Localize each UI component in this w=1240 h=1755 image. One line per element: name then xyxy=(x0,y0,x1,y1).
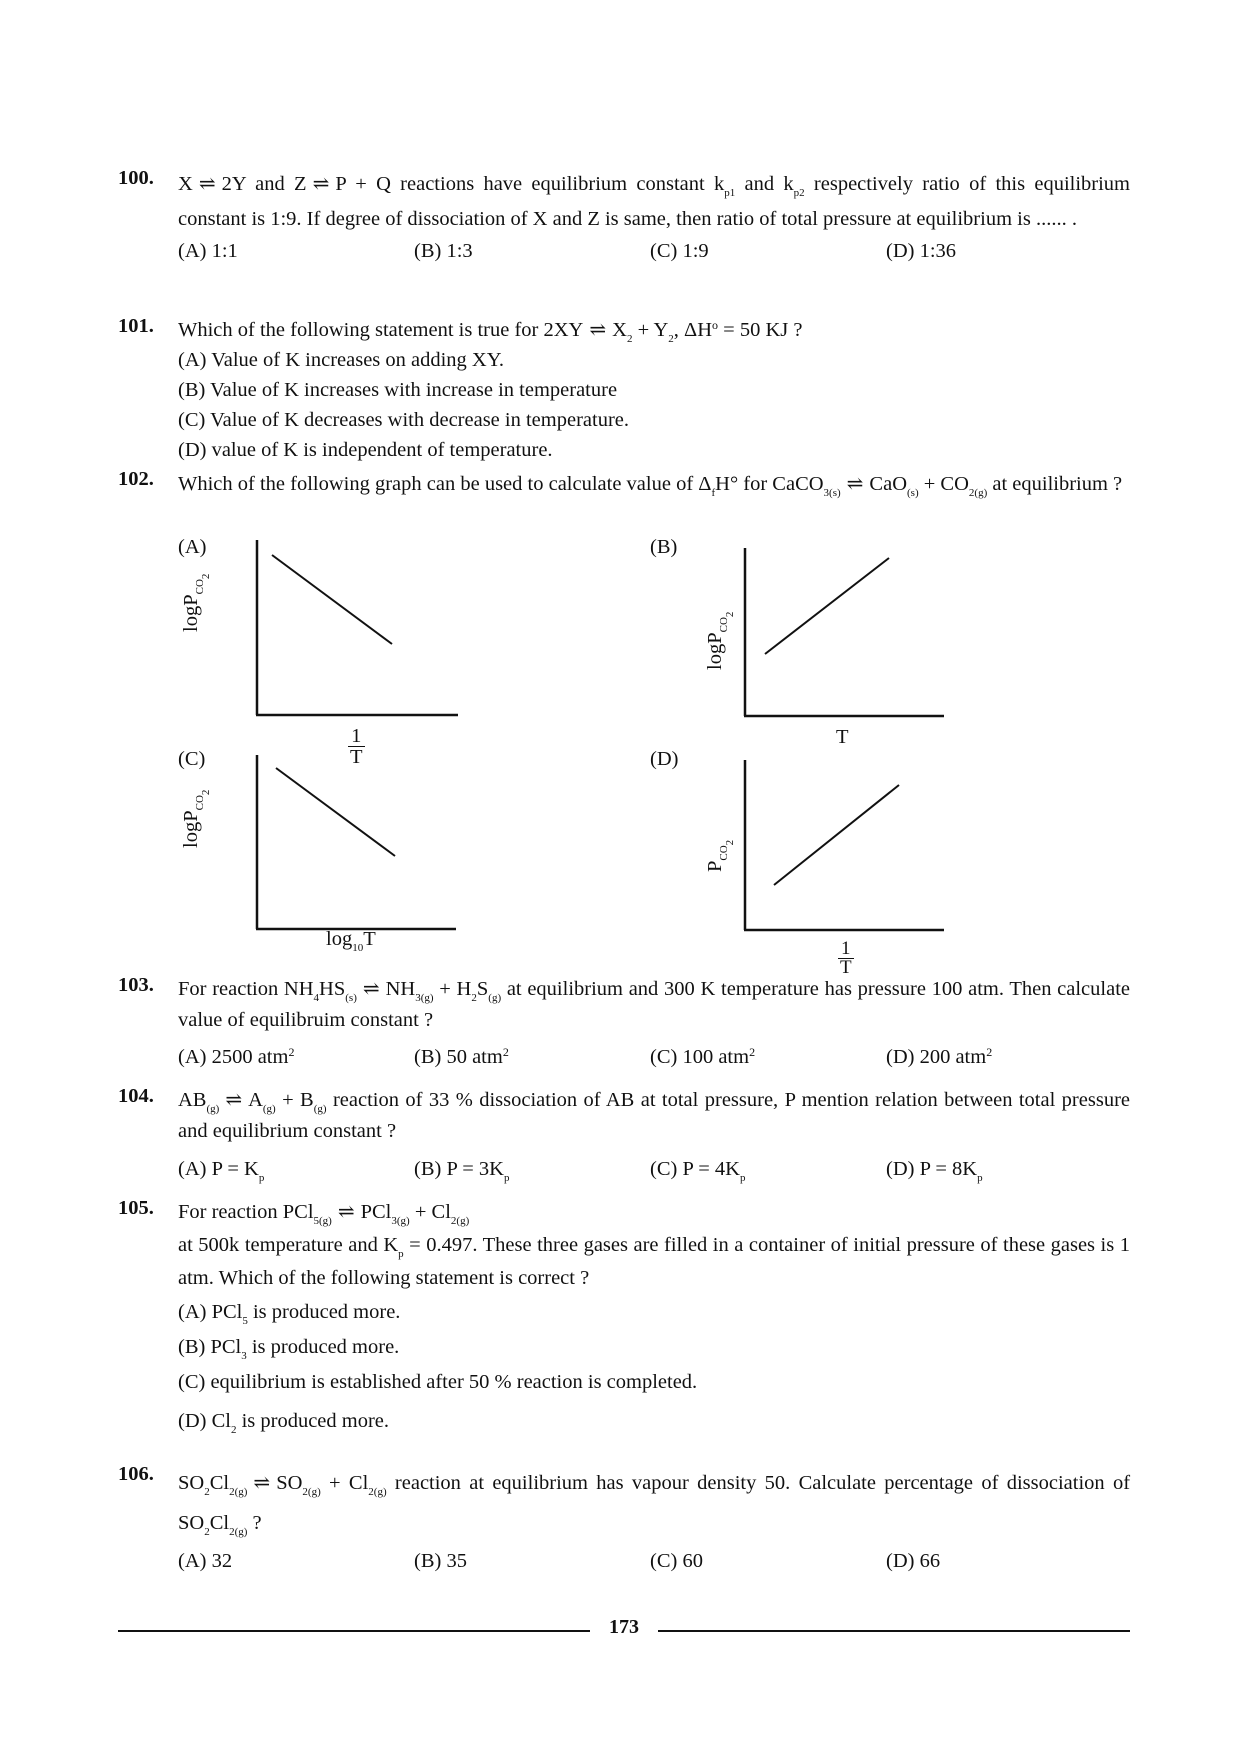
option-b[interactable]: (B) $P = 3K_p$ xyxy=(414,1158,510,1184)
options-row xyxy=(178,1041,1130,1073)
question-reaction: For reaction PCl$_{5(g)}$ ⇌ $PCl_{3(g)} + Cl_{2(g)}$ xyxy=(178,1201,470,1227)
equilibrium-arrow-icon: ⇌ xyxy=(337,1201,355,1223)
options-row xyxy=(178,1153,1130,1185)
question-text: X ⇌ 2Y and Z ⇌ P + Q reactions have equilibrium constant $k_{p1}$ and $k_{p2}$ respectively ratio of this equilibrium constant is 1:9. If degree of dissociation of X and Z is same, then ratio of total pressure at equilibrium is ...... . xyxy=(178,173,1130,230)
graph-b xyxy=(738,548,948,720)
trend-line xyxy=(276,768,395,856)
equilibrium-arrow-icon: ⇌ xyxy=(253,1472,271,1494)
graph-b-xlabel: T xyxy=(836,726,849,748)
graph-d-label: (D) xyxy=(650,748,679,770)
option-a[interactable]: (A) 32 xyxy=(178,1550,233,1572)
question-number: 102. xyxy=(118,468,154,490)
question-text: $AB_{(g)}$ ⇌ $A_{(g)} + B_{(g)}$ reaction of 33 % dissociation of AB at total pressure, P mention relation between total pressure and equilibrium constant ? xyxy=(178,1089,1130,1142)
options-row xyxy=(178,1545,1130,1577)
trend-line xyxy=(765,558,889,654)
question-number: 106. xyxy=(118,1463,154,1485)
option-a[interactable]: (A) PCl$_5$ is produced more. xyxy=(178,1301,401,1327)
question-text: at 500k temperature and $K_p = 0.497$. These three gases are filled in a container of initial pressure of these gases is 1 atm. Which of the following statement is correct ? xyxy=(178,1234,1130,1289)
option-b[interactable]: (B) PCl$_3$ is produced more. xyxy=(178,1336,400,1362)
trend-line xyxy=(272,555,392,644)
trend-line xyxy=(774,785,899,885)
equilibrium-arrow-icon: ⇌ xyxy=(312,173,330,195)
graph-a-xlabel: 1 T xyxy=(350,725,363,768)
graph-a xyxy=(250,540,460,720)
page-footer xyxy=(118,1616,1130,1640)
option-c[interactable]: (C) 60 xyxy=(650,1550,703,1572)
option-a[interactable]: (A) 1:1 xyxy=(178,240,238,262)
question-text: Which of the following graph can be used to calculate value of $\Delta_fH^\circ$ for CaCO$_{3(s)}$ ⇌ $CaO_{(s)} + CO_{2(g)}$ at equilibrium ? xyxy=(178,473,1123,499)
graph-b-ylabel: logP$_{CO_2}$ xyxy=(704,611,736,670)
option-c[interactable]: (C) 100 atm$^2$ xyxy=(650,1045,756,1068)
option-a[interactable]: (A) Value of K increases on adding XY. xyxy=(178,349,505,371)
option-d[interactable]: (D) $Cl_2$ is produced more. xyxy=(178,1410,390,1436)
option-a[interactable]: (A) 2500 atm$^2$ xyxy=(178,1045,295,1068)
graph-d-xlabel: 1 T xyxy=(840,938,852,978)
question-number: 104. xyxy=(118,1085,154,1107)
option-a[interactable]: (A) $P = K_p$ xyxy=(178,1158,265,1184)
option-c[interactable]: (C) 1:9 xyxy=(650,240,709,262)
graph-c-ylabel: logP$_{CO_2}$ xyxy=(180,789,212,848)
question-text: For reaction $NH_4HS_{(s)}$ ⇌ $NH_{3(g)} + H_2S_{(g)}$ at equilibrium and 300 K temperature has pressure 100 atm. Then calculate value of equilibruim constant ? xyxy=(178,978,1130,1031)
graph-a-label: (A) xyxy=(178,536,207,558)
option-b[interactable]: (B) 1:3 xyxy=(414,240,473,262)
question-101 xyxy=(118,315,1130,465)
graph-a-ylabel: logP$_{CO_2}$ xyxy=(180,573,212,632)
option-c[interactable]: (C) equilibrium is established after 50 % reaction is completed. xyxy=(178,1371,698,1393)
option-d[interactable]: (D) 200 atm$^2$ xyxy=(886,1045,993,1068)
option-b[interactable]: (B) 35 xyxy=(414,1550,467,1572)
question-text: $SO_2Cl_{2(g)}$ ⇌ $SO_{2(g)} + Cl_{2(g)}$ reaction at equilibrium has vapour density 50. Calculate percentage of dissociation of $SO_2Cl_{2(g)}$ ? xyxy=(178,1472,1131,1538)
question-102 xyxy=(118,468,1130,500)
equilibrium-arrow-icon: ⇌ xyxy=(362,978,380,1000)
question-number: 103. xyxy=(118,974,154,996)
equilibrium-arrow-icon: ⇌ xyxy=(198,173,216,195)
footer-rule-right xyxy=(658,1630,1130,1632)
option-d[interactable]: (D) 1:36 xyxy=(886,240,957,262)
question-number: 101. xyxy=(118,315,154,337)
graph-c xyxy=(250,755,460,935)
question-number: 105. xyxy=(118,1197,154,1219)
option-d[interactable]: (D) value of K is independent of temperature. xyxy=(178,439,553,461)
graph-c-xlabel: $\log_{10}T$ xyxy=(326,928,376,954)
question-103 xyxy=(118,974,1130,1073)
graph-d xyxy=(738,760,948,936)
equilibrium-arrow-icon: ⇌ xyxy=(846,473,864,495)
option-b[interactable]: (B) Value of K increases with increase in temperature xyxy=(178,379,618,401)
equilibrium-arrow-icon: ⇌ xyxy=(589,319,607,341)
option-d[interactable]: (D) 66 xyxy=(886,1550,941,1572)
graph-c-label: (C) xyxy=(178,748,206,770)
question-104 xyxy=(118,1085,1130,1185)
question-number: 100. xyxy=(118,167,154,189)
question-text: Which of the following statement is true for 2XY ⇌ $X_2 + Y_2$, $\Delta H^o = 50$ KJ ? xyxy=(178,318,803,345)
option-b[interactable]: (B) 50 atm$^2$ xyxy=(414,1045,509,1068)
question-106 xyxy=(118,1463,1130,1577)
option-c[interactable]: (C) $P = 4K_p$ xyxy=(650,1158,746,1184)
graph-d-ylabel: $P_{CO_2}$ xyxy=(704,839,736,872)
option-d[interactable]: (D) $P = 8K_p$ xyxy=(886,1158,983,1184)
footer-rule-left xyxy=(118,1630,590,1632)
graph-b-label: (B) xyxy=(650,536,678,558)
option-c[interactable]: (C) Value of K decreases with decrease in temperature. xyxy=(178,409,629,431)
question-105 xyxy=(118,1197,1130,1439)
options-row xyxy=(178,235,1130,267)
equilibrium-arrow-icon: ⇌ xyxy=(225,1089,243,1111)
question-100 xyxy=(118,167,1130,267)
page-number: 173 xyxy=(609,1616,639,1638)
